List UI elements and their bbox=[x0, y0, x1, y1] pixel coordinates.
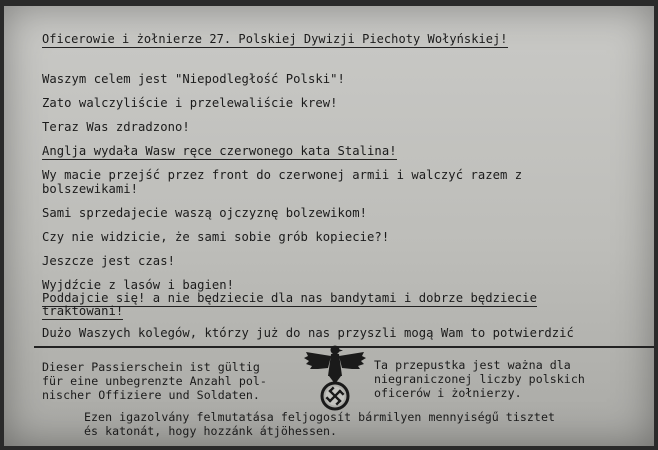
text-line-11: Poddajcie się! a nie będziecie dla nas bandytami i dobrze będziecie bbox=[42, 291, 537, 305]
polish-pass-line-1: Ta przepustka jest ważna dla bbox=[374, 358, 571, 372]
text-line-1: Waszym celem jest "Niepodległość Polski"! bbox=[42, 72, 345, 86]
text-line-8: Czy nie widzicie, że sami sobie grób kopiecie?! bbox=[42, 230, 390, 244]
text-line-3: Teraz Was zdradzono! bbox=[42, 120, 190, 134]
text-line-10: Wyjdźcie z lasów i bagien! bbox=[42, 278, 235, 292]
text-line-6: bolszewikami! bbox=[42, 182, 139, 196]
text-line-2: Zato walczyliście i przelewaliście krew! bbox=[42, 96, 338, 110]
eagle-swastika-icon bbox=[304, 342, 366, 412]
text-line-7: Sami sprzedajecie waszą ojczyznę bolzewikom! bbox=[42, 206, 368, 220]
hungarian-line-2: és katonát, hogy hozzánk átjöhessen. bbox=[84, 424, 338, 438]
leaflet-title: Oficerowie i żołnierze 27. Polskiej Dywizji Piechoty Wołyńskiej! bbox=[42, 32, 508, 46]
german-line-3: nischer Offiziere und Soldaten. bbox=[42, 388, 260, 402]
german-line-1: Dieser Passierschein ist gültig bbox=[42, 360, 260, 374]
polish-pass-line-2: niegraniczonej liczby polskich bbox=[374, 372, 585, 386]
text-line-13: Dużo Waszych kolegów, którzy już do nas przyszli mogą Wam to potwierdzić bbox=[42, 326, 574, 340]
text-line-5: Wy macie przejść przez front do czerwonej armii i walczyć razem z bbox=[42, 168, 523, 182]
polish-pass-line-3: oficerów i żołnierzy. bbox=[374, 386, 522, 400]
text-line-12: traktowani! bbox=[42, 304, 124, 318]
leaflet-sheet bbox=[4, 6, 654, 446]
german-line-2: für eine unbegrenzte Anzahl pol- bbox=[42, 374, 267, 388]
text-line-4: Anglja wydała Wasw ręce czerwonego kata Stalina! bbox=[42, 144, 397, 158]
text-line-9: Jeszcze jest czas! bbox=[42, 254, 175, 268]
hungarian-line-1: Ezen igazolvány felmutatása feljogosít bármilyen mennyiségű tisztet bbox=[84, 410, 556, 424]
